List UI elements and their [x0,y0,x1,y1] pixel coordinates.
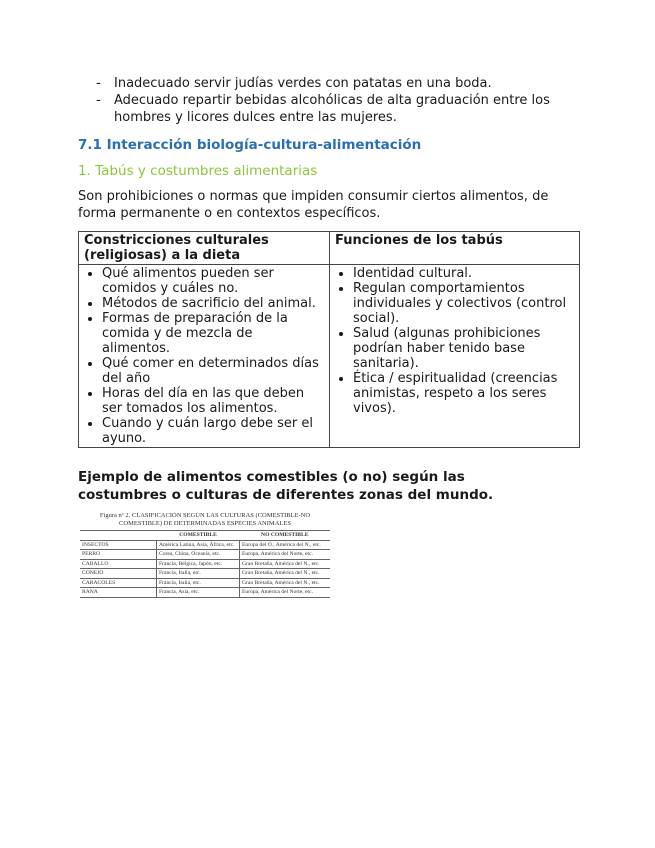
figure-cell-edible: Corea, China, Oceanía, etc. [157,550,240,560]
figure-row [80,559,330,569]
figure-cell-species: INSECTOS [80,540,157,550]
figure-header-row [80,531,330,541]
list-item: • Salud (algunas prohibiciones podrían haber tenido base sanitaria). [353,326,574,371]
table-row [79,265,580,448]
dash-list-item [96,92,566,126]
figure-cell-edible: Francia, Bélgica, Japón, etc. [157,559,240,569]
figure-row [80,540,330,550]
figure-cell-edible: Francia, Italia, etc. [157,569,240,579]
figure-row [80,578,330,588]
figure-cell-edible: Francia, Italia, etc. [157,578,240,588]
figure-row [80,550,330,560]
figure-cell-not-edible: Gran Bretaña, América del N., etc. [240,578,331,588]
intro-paragraph: Son prohibiciones o normas que impiden consumir ciertos alimentos, de forma permanente o en contextos específicos. [78,189,549,221]
dash-item-text: Inadecuado servir judías verdes con patatas en una boda. [114,76,492,91]
list-item: • Cuando y cuán largo debe ser el ayuno. [102,416,324,446]
figure-header-species [80,531,157,541]
figure-cell-species: PERRO [80,550,157,560]
table-header-functions: Funciones de los tabús [330,232,580,265]
section-title: 7.1 Interacción biología-cultura-alimentación [78,137,422,153]
figure-cell-not-edible: Europa, América del Norte, etc. [240,550,331,560]
constraints-list [84,266,324,446]
figure-cell-not-edible: Gran Bretaña, América del N., etc. [240,559,331,569]
table-header-row [79,232,580,265]
figure-table [80,530,330,598]
list-item: • Regulan comportamientos individuales y colectivos (control social). [353,281,574,326]
dash-list-item [96,75,566,92]
figure-cell-not-edible: Gran Bretaña, América del N., etc. [240,569,331,579]
dash-marker: - [96,93,101,108]
list-item: • Métodos de sacrificio del animal. [102,296,324,311]
figure-row [80,569,330,579]
list-item: • Formas de preparación de la comida y de mezcla de alimentos. [102,311,324,356]
figure-cell-species: RANA [80,588,157,598]
table-cell-constraints [79,265,330,448]
figure-header-not-edible: NO COMESTIBLE [240,531,331,541]
list-item: • Qué alimentos pueden ser comidos y cuáles no. [102,266,324,296]
list-item: • Horas del día en las que deben ser tomados los alimentos. [102,386,324,416]
list-item: • Ética / espiritualidad (creencias animistas, respeto a los seres vivos). [353,371,574,416]
table-cell-functions [330,265,580,448]
figure-caption: Figura nº 2. CLASIFICACIÓN SEGÚN LAS CULTURAS (COMESTIBLE-NO COMESTIBLE) DE DETERMINADAS ESPECIES ANIMALES [99,512,311,527]
list-item: • Identidad cultural. [353,266,574,281]
table-header-constraints: Constricciones culturales (religiosas) a la dieta [79,232,330,265]
dash-list [96,75,566,126]
dash-marker: - [96,76,101,91]
dash-item-text: Adecuado repartir bebidas alcohólicas de alta graduación entre los hombres y licores dulces entre las mujeres. [114,93,550,125]
edible-species-figure [78,512,332,630]
figure-cell-edible: América Latina, Asia, África, etc. [157,540,240,550]
example-heading: Ejemplo de alimentos comestibles (o no) según las costumbres o culturas de diferentes zonas del mundo. [78,469,494,503]
figure-cell-species: CONEJO [80,569,157,579]
figure-cell-species: CARACOLES [80,578,157,588]
figure-cell-not-edible: Europa del O., América del N., etc. [240,540,331,550]
functions-list [335,266,574,416]
subsection-title: 1. Tabús y costumbres alimentarias [78,163,318,179]
figure-cell-not-edible: Europa, América del Norte, etc. [240,588,331,598]
figure-cell-species: CABALLO [80,559,157,569]
figure-row [80,588,330,598]
taboos-table [78,231,580,448]
figure-header-edible: COMESTIBLE [157,531,240,541]
figure-cell-edible: Francia, Asia, etc. [157,588,240,598]
list-item: • Qué comer en determinados días del año [102,356,324,386]
